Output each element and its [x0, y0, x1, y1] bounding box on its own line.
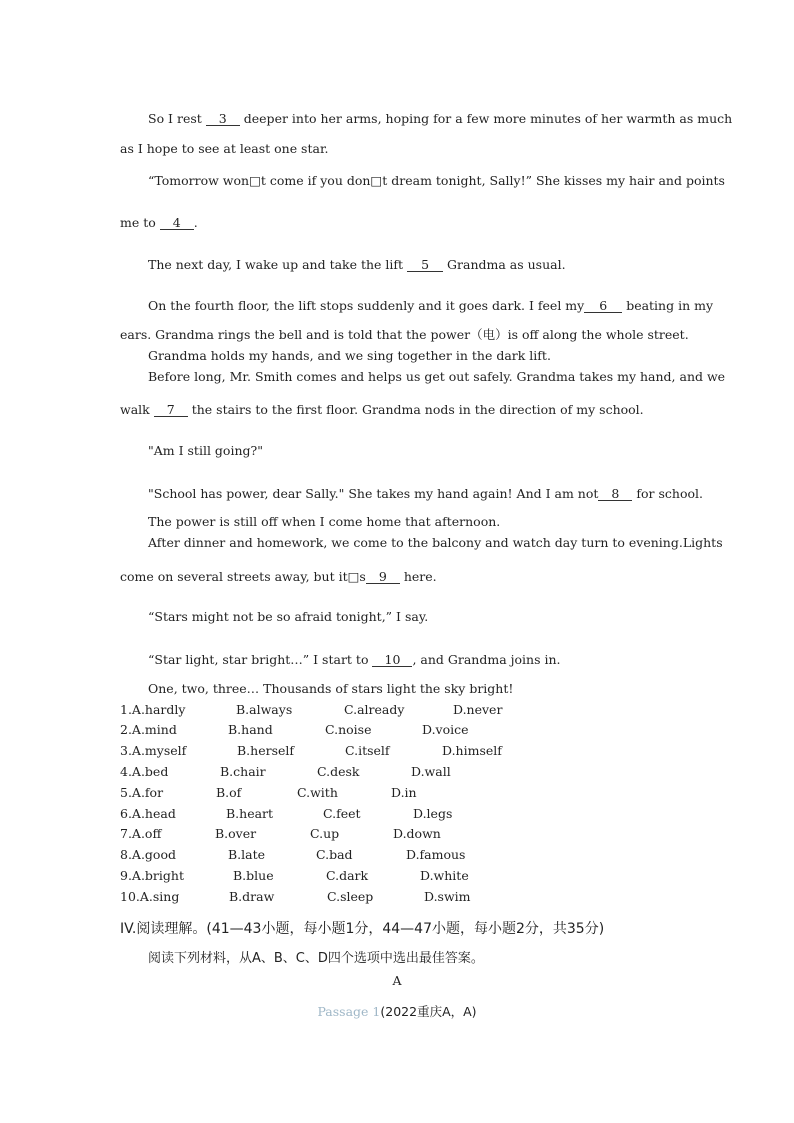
passage-heading [0, 1006, 794, 1019]
option-d: D.voice [422, 722, 469, 737]
story-line: On the fourth floor, the lift stops suddenly and it goes dark. I feel my 6 beating in my [148, 298, 714, 313]
option-b: B.always [236, 702, 293, 717]
story-line: "School has power, dear Sally." She takes my hand again! And I am not 8 for school. [148, 486, 703, 501]
option-d: D.down [393, 826, 441, 841]
section-instruction: 阅读下列材料，从A、B、C、D四个选项中选出最佳答案。 [148, 951, 484, 966]
passage-link[interactable]: Passage 1 [317, 1004, 381, 1019]
option-a: 7.A.off [120, 826, 162, 841]
option-d: D.in [391, 785, 417, 800]
story-line: me to 4 . [120, 215, 198, 230]
option-c: C.feet [323, 806, 361, 821]
option-d: D.famous [406, 847, 466, 862]
story-line: walk 7 the stairs to the first floor. Grandma nods in the direction of my school. [120, 402, 644, 417]
option-c: C.sleep [327, 889, 374, 904]
story-line: “Star light, star bright…” I start to 10 , and Grandma joins in. [148, 652, 561, 667]
story-line: The next day, I wake up and take the lift 5 Grandma as usual. [148, 257, 566, 272]
option-c: C.noise [325, 722, 372, 737]
option-a: 5.A.for [120, 785, 164, 800]
story-line: After dinner and homework, we come to the balcony and watch day turn to evening.Lights [148, 535, 723, 550]
story-line: “Stars might not be so afraid tonight,” I say. [148, 609, 429, 624]
story-line: One, two, three… Thousands of stars light the sky bright! [148, 681, 514, 696]
story-line: The power is still off when I come home that afternoon. [148, 514, 501, 529]
option-b: B.of [216, 785, 242, 800]
option-a: 2.A.mind [120, 722, 177, 737]
option-a: 4.A.bed [120, 764, 169, 779]
option-a: 9.A.bright [120, 868, 184, 883]
story-line: “Tomorrow won□t come if you don□t dream tonight, Sally!” She kisses my hair and points [148, 173, 725, 188]
blank-5: 5 [407, 258, 443, 272]
option-c: C.dark [326, 868, 369, 883]
option-d: D.never [453, 702, 503, 717]
passage-label: A [392, 973, 402, 988]
option-a: 1.A.hardly [120, 702, 186, 717]
story-line: come on several streets away, but it□s 9 here. [120, 569, 437, 584]
story-line: So I rest 3 deeper into her arms, hoping for a few more minutes of her warmth as much [148, 111, 733, 126]
blank-6: 6 [584, 299, 622, 313]
story-line: ears. Grandma rings the bell and is told that the power（电）is off along the whole street. [120, 327, 689, 342]
blank-10: 10 [372, 653, 412, 667]
option-b: B.herself [237, 743, 295, 758]
option-a: 10.A.sing [120, 889, 180, 904]
blank-8: 8 [598, 487, 632, 501]
story-line: Grandma holds my hands, and we sing together in the dark lift. [148, 348, 551, 363]
option-b: B.hand [228, 722, 273, 737]
option-c: C.with [297, 785, 338, 800]
option-a: 3.A.myself [120, 743, 187, 758]
option-d: D.legs [413, 806, 453, 821]
option-b: B.over [215, 826, 257, 841]
option-c: C.already [344, 702, 405, 717]
section-title: IV.阅读理解。(41—43小题，每小题1分，44—47小题，每小题2分，共35分) [120, 921, 605, 937]
option-d: D.wall [411, 764, 451, 779]
option-b: B.late [228, 847, 266, 862]
option-d: D.swim [424, 889, 471, 904]
option-c: C.desk [317, 764, 360, 779]
option-a: 8.A.good [120, 847, 176, 862]
option-b: B.chair [220, 764, 266, 779]
option-c: C.itself [345, 743, 390, 758]
story-line: "Am I still going?" [148, 443, 263, 458]
option-c: C.bad [316, 847, 353, 862]
option-c: C.up [310, 826, 340, 841]
blank-4: 4 [160, 216, 194, 230]
option-d: D.white [420, 868, 469, 883]
blank-7: 7 [154, 403, 188, 417]
option-a: 6.A.head [120, 806, 176, 821]
story-line: Before long, Mr. Smith comes and helps us get out safely. Grandma takes my hand, and we [148, 369, 726, 384]
blank-3: 3 [206, 112, 240, 126]
option-b: B.draw [229, 889, 275, 904]
blank-9: 9 [366, 570, 400, 584]
story-line: as I hope to see at least one star. [120, 141, 329, 156]
option-b: B.heart [226, 806, 274, 821]
option-b: B.blue [233, 868, 274, 883]
passage-source: (2022重庆A，A) [380, 1004, 477, 1019]
option-d: D.himself [442, 743, 502, 758]
